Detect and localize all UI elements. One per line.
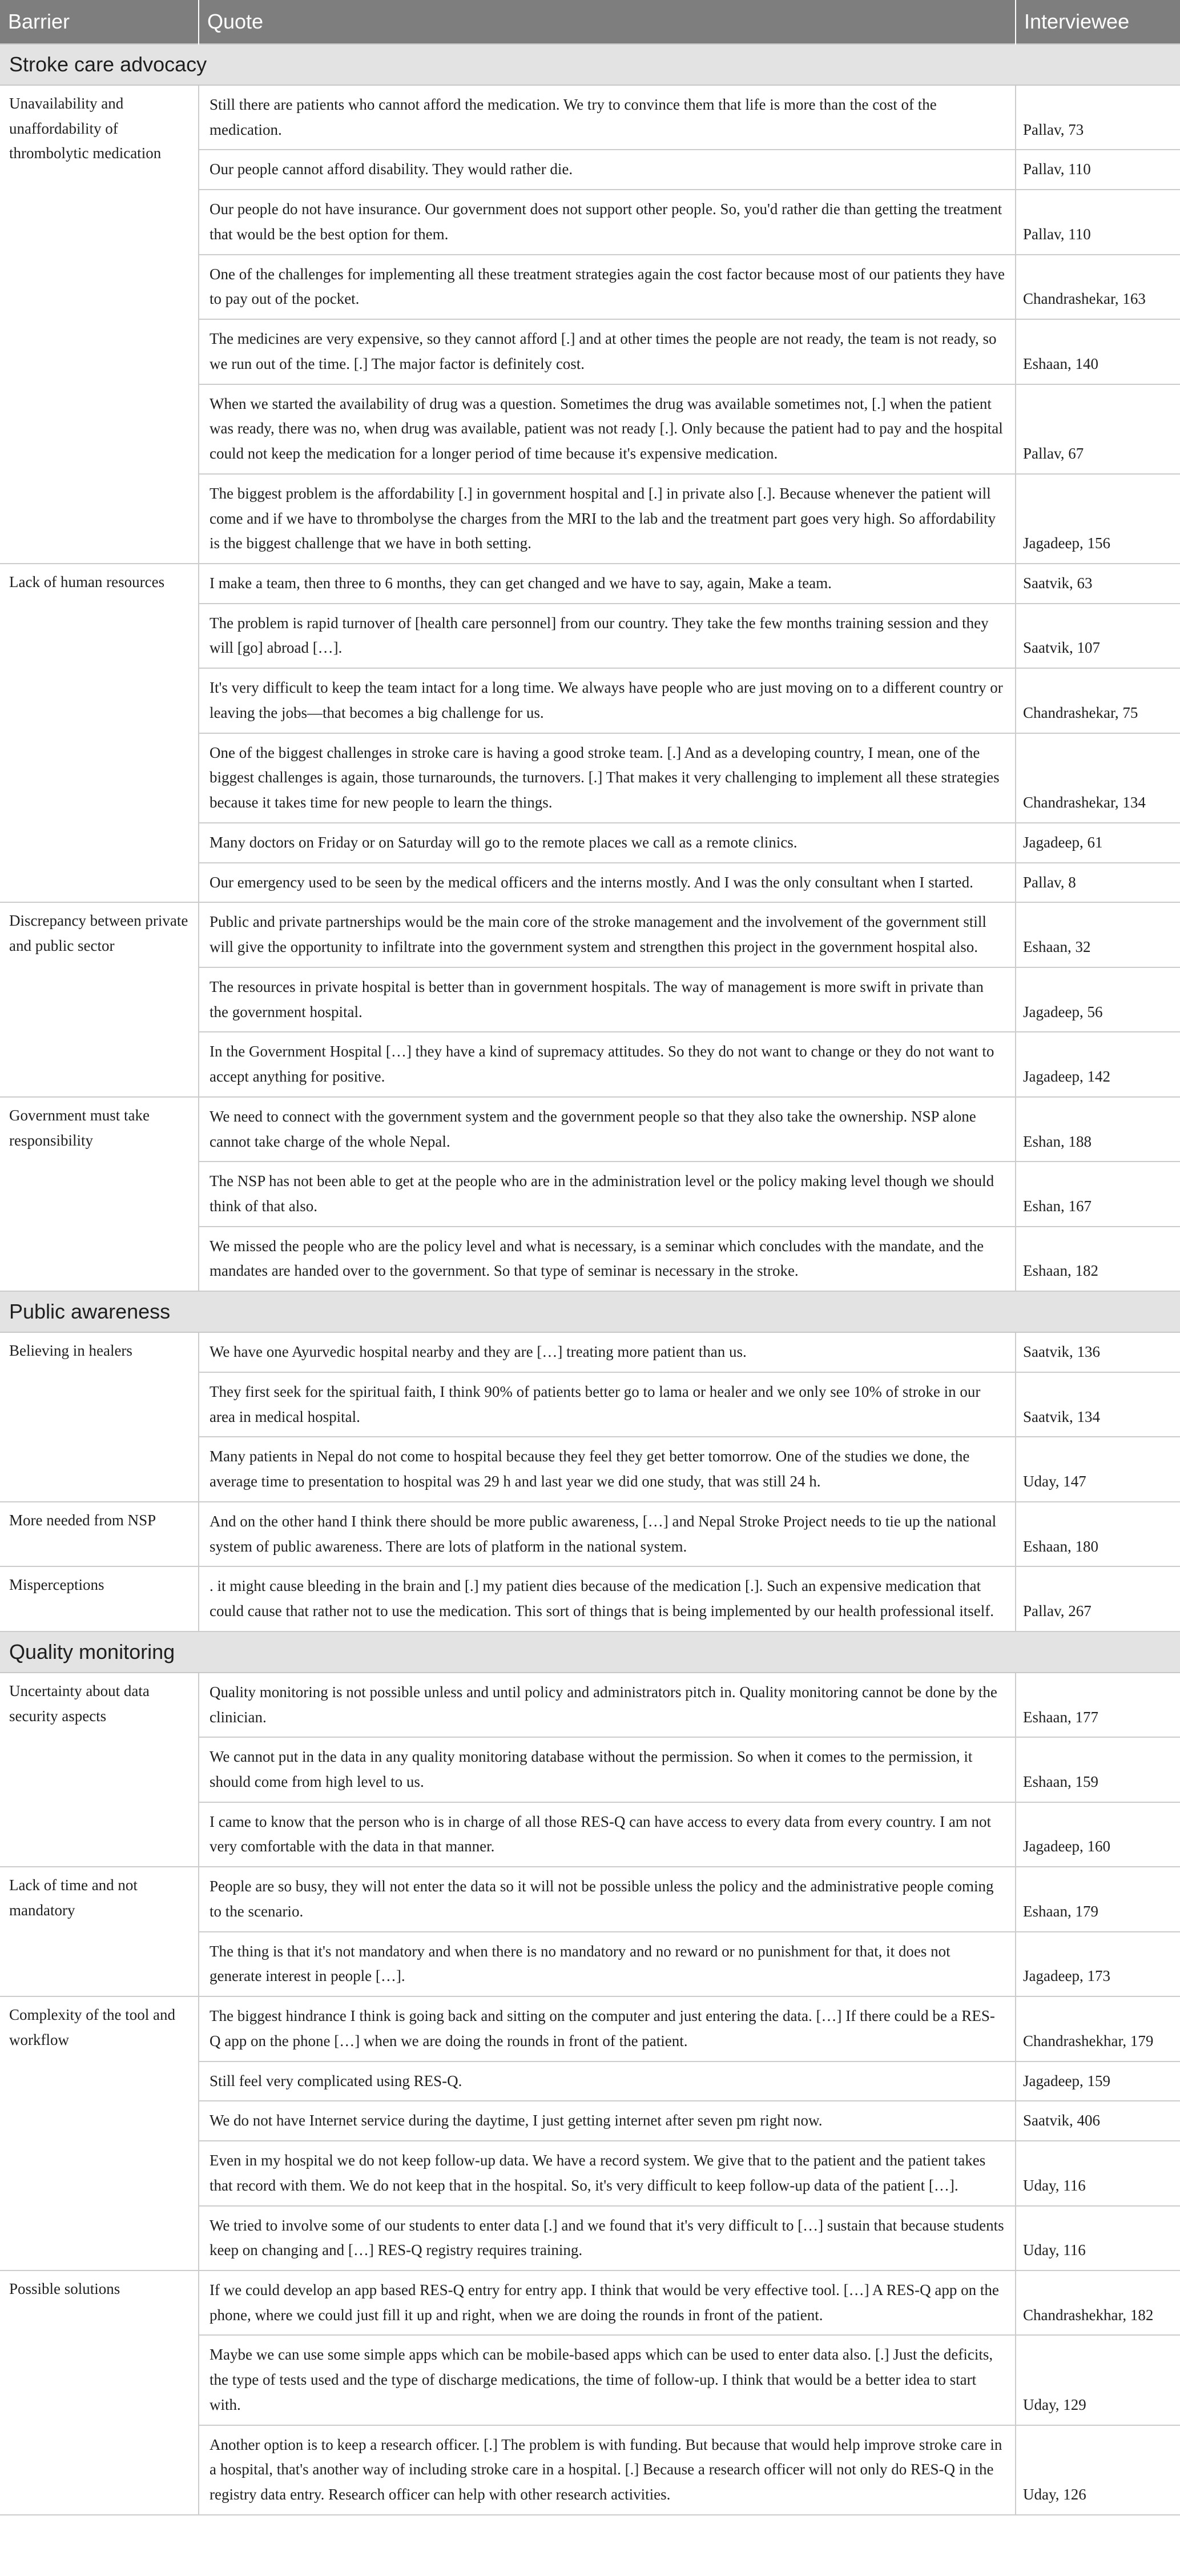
table-row [0,85,1180,150]
section-row [0,1631,1180,1673]
interviewee-cell: Eshaan, 140 [1016,319,1180,384]
quote-cell: Public and private partnerships would be the main core of the stroke management and the involvement of the government still will give the opportunity to infiltrate into the government system and strengthen this project in the government hospital also. [199,902,1016,967]
interviewee-cell: Chandrashekar, 134 [1016,733,1180,823]
quote-cell: Many patients in Nepal do not come to hospital because they feel they get better tomorrow. One of the studies we done, the average time to presentation to hospital was 29 h and last year we did one study, that was still 24 h. [199,1437,1016,1501]
quote-cell: The thing is that it's not mandatory and when there is no mandatory and no reward or no punishment for that, it does not generate interest in people […]. [199,1932,1016,1996]
quote-cell: If we could develop an app based RES-Q entry for entry app. I think that would be very effective tool. […] A RES-Q app on the phone, where we could just fill it up and right, when we are doing the rounds in front of the patient. [199,2270,1016,2335]
interviewee-cell: Jagadeep, 156 [1016,474,1180,564]
barrier-cell: Uncertainty about data security aspects [0,1673,199,1867]
quote-cell: It's very difficult to keep the team intact for a long time. We always have people who are just moving on to a different country or leaving the jobs—that becomes a big challenge for us. [199,668,1016,733]
quote-cell: The resources in private hospital is better than in government hospitals. The way of management is more swift in private than the government hospital. [199,967,1016,1032]
barrier-cell: More needed from NSP [0,1502,199,1566]
interviewee-cell: Uday, 129 [1016,2335,1180,2425]
table-row [0,1097,1180,1162]
interviewee-cell: Eshan, 188 [1016,1097,1180,1162]
interviewee-cell: Jagadeep, 142 [1016,1032,1180,1096]
quote-cell: One of the biggest challenges in stroke care is having a good stroke team. [.] And as a developing country, I mean, one of the biggest challenges is again, those turnarounds, the turnovers. [.] That makes it very challenging to implement all these strategies because it takes time for new people to learn the things. [199,733,1016,823]
barrier-cell: Lack of time and not mandatory [0,1867,199,1996]
interviewee-cell: Eshaan, 179 [1016,1867,1180,1931]
quote-cell: I came to know that the person who is in charge of all those RES-Q can have access to every data from every country. I am not very comfortable with the data in that manner. [199,1802,1016,1867]
table-row [0,1673,1180,1737]
table-body [0,44,1180,2515]
quote-cell: Our emergency used to be seen by the medical officers and the interns mostly. And I was the only consultant when I started. [199,863,1016,903]
quote-cell: Still feel very complicated using RES-Q. [199,2061,1016,2101]
interviewee-cell: Saatvik, 107 [1016,604,1180,668]
interviewee-cell: Eshaan, 177 [1016,1673,1180,1737]
barrier-cell: Lack of human resources [0,564,199,902]
interviewee-cell: Saatvik, 136 [1016,1332,1180,1372]
quote-cell: Quality monitoring is not possible unless and until policy and administrators pitch in. Quality monitoring cannot be done by the clinician. [199,1673,1016,1737]
barrier-cell: Possible solutions [0,2270,199,2515]
quote-cell: Many doctors on Friday or on Saturday will go to the remote places we call as a remote clinics. [199,823,1016,863]
header-interviewee: Interviewee [1016,0,1180,44]
quote-cell: We cannot put in the data in any quality monitoring database without the permission. So when it comes to the permission, it should come from high level to us. [199,1737,1016,1802]
quote-cell: We tried to involve some of our students to enter data [.] and we found that it's very difficult to […] sustain that because students keep on changing and […] RES-Q registry requires training. [199,2206,1016,2270]
interviewee-cell: Chandrashekhar, 182 [1016,2270,1180,2335]
header-row [0,0,1180,44]
table-row [0,1566,1180,1631]
interviewee-cell: Pallav, 67 [1016,384,1180,474]
interviewee-cell: Eshaan, 182 [1016,1227,1180,1291]
quote-cell: I make a team, then three to 6 months, they can get changed and we have to say, again, Make a team. [199,564,1016,604]
interviewee-cell: Pallav, 8 [1016,863,1180,903]
section-row [0,44,1180,85]
table-row [0,902,1180,967]
interviewee-cell: Pallav, 267 [1016,1566,1180,1631]
barrier-cell: Complexity of the tool and workflow [0,1996,199,2270]
header-quote: Quote [199,0,1016,44]
quote-cell: When we started the availability of drug was a question. Sometimes the drug was available sometimes not, [.] when the patient was ready, there was no, when drug was available, patient was not ready [.]. Only because the patient had to pay and the hospital could not keep the medication for a longer period of time because it's expensive medication. [199,384,1016,474]
quote-cell: Even in my hospital we do not keep follow-up data. We have a record system. We give that to the patient and the patient takes that record with them. We do not keep that in the hospital. So, it's very difficult to keep follow-up data of the patient […]. [199,2141,1016,2205]
interviewee-cell: Saatvik, 134 [1016,1372,1180,1437]
quote-cell: We missed the people who are the policy level and what is necessary, is a seminar which concludes with the mandate, and the mandates are handed over to the government. So that type of seminar is necessary in the stroke. [199,1227,1016,1291]
interviewee-cell: Chandrashekhar, 179 [1016,1996,1180,2061]
quote-cell: Our people do not have insurance. Our government does not support other people. So, you'd rather die than getting the treatment that would be the best option for them. [199,190,1016,254]
interviewee-cell: Saatvik, 63 [1016,564,1180,604]
section-row [0,1291,1180,1332]
quote-cell: We have one Ayurvedic hospital nearby and they are […] treating more patient than us. [199,1332,1016,1372]
interviewee-cell: Pallav, 73 [1016,85,1180,150]
interviewee-cell: Pallav, 110 [1016,190,1180,254]
interviewee-cell: Jagadeep, 173 [1016,1932,1180,1996]
quote-cell: People are so busy, they will not enter the data so it will not be possible unless the policy and the administrative people coming to the scenario. [199,1867,1016,1931]
interviewee-cell: Eshaan, 32 [1016,902,1180,967]
quote-cell: The problem is rapid turnover of [health care personnel] from our country. They take the few months training session and they will [go] abroad […]. [199,604,1016,668]
quote-cell: The medicines are very expensive, so they cannot afford [.] and at other times the people are not ready, the team is not ready, so we run out of the time. [.] The major factor is definitely cost. [199,319,1016,384]
interviewee-cell: Eshaan, 159 [1016,1737,1180,1802]
section-title: Quality monitoring [0,1631,1180,1673]
barrier-cell: Misperceptions [0,1566,199,1631]
quote-cell: The NSP has not been able to get at the people who are in the administration level or the policy making level though we should think of that also. [199,1162,1016,1226]
interviewee-cell: Eshaan, 180 [1016,1502,1180,1566]
header-barrier: Barrier [0,0,199,44]
interviewee-cell: Jagadeep, 56 [1016,967,1180,1032]
quote-cell: We do not have Internet service during the daytime, I just getting internet after seven pm right now. [199,2101,1016,2141]
table-header [0,0,1180,44]
table-row [0,1502,1180,1566]
quote-cell: . it might cause bleeding in the brain and [.] my patient dies because of the medication [.]. Such an expensive medication that could cause that rather not to use the medication. This sort of things that is being implemented by our health professional itself. [199,1566,1016,1631]
barrier-cell: Government must take responsibility [0,1097,199,1291]
barrier-cell: Unavailability and unaffordability of thrombolytic medication [0,85,199,564]
barrier-cell: Discrepancy between private and public sector [0,902,199,1096]
quote-cell: Still there are patients who cannot afford the medication. We try to convince them that life is more than the cost of the medication. [199,85,1016,150]
interviewee-cell: Pallav, 110 [1016,150,1180,190]
quote-cell: Another option is to keep a research officer. [.] The problem is with funding. But because that would help improve stroke care in a hospital, that's another way of including stroke care in a hospital. [.] Because a research officer will not only do RES-Q in the registry data entry. Research officer can help with other research activities. [199,2425,1016,2515]
quote-cell: We need to connect with the government system and the government people so that they also take the ownership. NSP alone cannot take charge of the whole Nepal. [199,1097,1016,1162]
quote-cell: The biggest problem is the affordability [.] in government hospital and [.] in private also [.]. Because whenever the patient will come and if we have to thrombolyse the charges from the MRI to the lab and the treatment part goes very high. So affordability is the biggest challenge that we have in both setting. [199,474,1016,564]
quote-cell: The biggest hindrance I think is going back and sitting on the computer and just entering the data. […] If there could be a RES-Q app on the phone […] when we are doing the rounds in front of the patient. [199,1996,1016,2061]
interviewee-cell: Jagadeep, 61 [1016,823,1180,863]
quote-cell: Maybe we can use some simple apps which can be mobile-based apps which can be used to enter data also. [.] Just the deficits, the type of tests used and the type of discharge medications, the time of follow-up. I think that would be a better idea to start with. [199,2335,1016,2425]
table-row [0,1996,1180,2061]
barrier-cell: Believing in healers [0,1332,199,1502]
interviewee-cell: Uday, 116 [1016,2206,1180,2270]
interviewee-cell: Uday, 116 [1016,2141,1180,2205]
section-title: Public awareness [0,1291,1180,1332]
interviewee-cell: Eshan, 167 [1016,1162,1180,1226]
quote-cell: One of the challenges for implementing all these treatment strategies again the cost factor because most of our patients they have to pay out of the pocket. [199,255,1016,319]
interviewee-cell: Uday, 126 [1016,2425,1180,2515]
section-title: Stroke care advocacy [0,44,1180,85]
interviewee-cell: Jagadeep, 160 [1016,1802,1180,1867]
quote-cell: They first seek for the spiritual faith, I think 90% of patients better go to lama or healer and we only see 10% of stroke in our area in medical hospital. [199,1372,1016,1437]
quote-cell: And on the other hand I think there should be more public awareness, […] and Nepal Stroke Project needs to tie up the national system of public awareness. There are lots of platform in the national system. [199,1502,1016,1566]
table-row [0,2270,1180,2335]
interviewee-cell: Uday, 147 [1016,1437,1180,1501]
interviewee-cell: Chandrashekar, 75 [1016,668,1180,733]
table-row [0,1332,1180,1372]
interviewee-cell: Chandrashekar, 163 [1016,255,1180,319]
quote-cell: Our people cannot afford disability. They would rather die. [199,150,1016,190]
interviewee-cell: Jagadeep, 159 [1016,2061,1180,2101]
table-row [0,1867,1180,1931]
quote-cell: In the Government Hospital […] they have a kind of supremacy attitudes. So they do not want to change or they do not want to accept anything for positive. [199,1032,1016,1096]
table-row [0,564,1180,604]
interviewee-cell: Saatvik, 406 [1016,2101,1180,2141]
